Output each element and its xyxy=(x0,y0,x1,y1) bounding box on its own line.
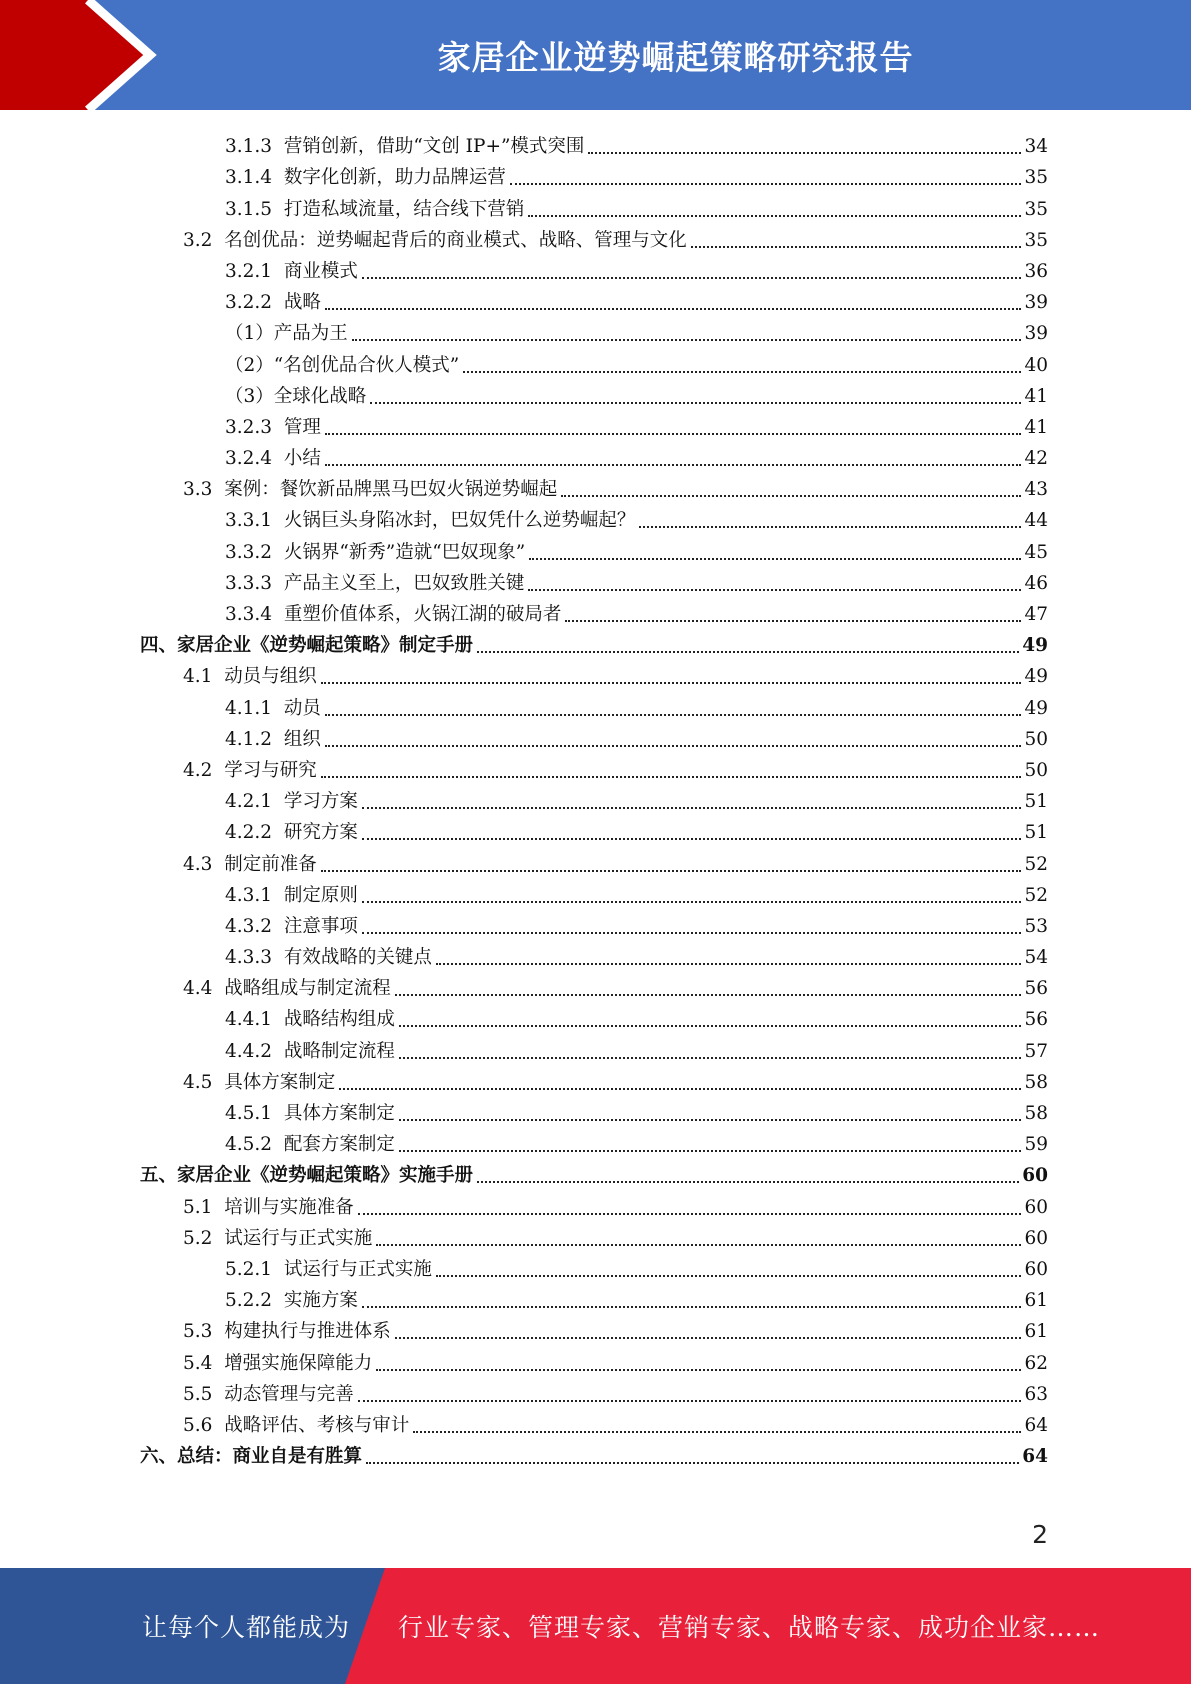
toc-entry-page: 61 xyxy=(1024,1321,1048,1343)
toc-entry-page: 44 xyxy=(1024,510,1048,532)
toc-entry-title: 总结：商业自是有胜算 xyxy=(177,1446,363,1468)
toc-entry-page: 45 xyxy=(1024,541,1048,563)
toc-dot-leader xyxy=(362,277,1022,279)
toc-entry-title: 有效战略的关键点 xyxy=(283,947,432,969)
toc-dot-leader xyxy=(362,1306,1022,1308)
toc-entry-title: 动员与组织 xyxy=(224,666,317,688)
toc-dot-leader xyxy=(358,1400,1022,1402)
toc-entry[interactable] xyxy=(140,627,1048,658)
toc-entry-number: 4.4.2 xyxy=(225,1040,273,1062)
toc-entry-number: 3.2.3 xyxy=(225,416,273,438)
toc-entry-page: 51 xyxy=(1024,791,1048,813)
toc-entry-title: 培训与实施准备 xyxy=(224,1196,354,1218)
toc-entry-separator xyxy=(272,1133,284,1157)
toc-entry-number: 5.5 xyxy=(183,1383,213,1405)
toc-entry-page: 51 xyxy=(1024,822,1048,844)
toc-dot-leader xyxy=(399,1057,1022,1059)
toc-dot-leader xyxy=(413,1431,1021,1433)
toc-entry-separator xyxy=(272,416,284,440)
toc-entry-separator xyxy=(212,1414,224,1438)
toc-entry-title: 名创优品：逆势崛起背后的商业模式、战略、管理与文化 xyxy=(224,229,687,251)
toc-entry-title: 案例：餐饮新品牌黑马巴奴火锅逆势崛起 xyxy=(224,479,558,501)
toc-entry-title: 增强实施保障能力 xyxy=(224,1352,373,1374)
toc-dot-leader xyxy=(528,589,1021,591)
toc-entry-number: 4.2.2 xyxy=(225,822,273,844)
toc-entry[interactable] xyxy=(140,1032,1048,1063)
toc-entry[interactable] xyxy=(140,596,1048,627)
toc-entry-page: 39 xyxy=(1024,292,1048,314)
toc-entry-title: 战略评估、考核与审计 xyxy=(224,1414,410,1436)
toc-entry-page: 53 xyxy=(1024,915,1048,937)
toc-entry[interactable] xyxy=(140,1407,1048,1438)
toc-entry-number: 4.3.3 xyxy=(225,947,273,969)
toc-dot-leader xyxy=(436,1275,1022,1277)
toc-entry-number: 5.3 xyxy=(183,1321,213,1343)
toc-dot-leader xyxy=(436,963,1022,965)
toc-entry-page: 39 xyxy=(1024,323,1048,345)
toc-entry-title: 动员 xyxy=(283,697,321,719)
toc-entry-separator xyxy=(272,728,284,752)
toc-entry[interactable] xyxy=(140,939,1048,970)
toc-dot-leader xyxy=(639,526,1021,528)
toc-dot-leader xyxy=(358,1213,1022,1215)
toc-dot-leader xyxy=(321,776,1022,778)
toc-entry[interactable] xyxy=(140,346,1048,377)
toc-entry-number: 4.4 xyxy=(183,978,213,1000)
toc-entry-number: 3.1.3 xyxy=(225,136,273,158)
table-of-contents xyxy=(140,128,1048,1469)
toc-entry-page: 52 xyxy=(1024,853,1048,875)
toc-entry-title: 营销创新，借助“文创 IP+”模式突围 xyxy=(283,136,585,158)
toc-entry-page: 50 xyxy=(1024,759,1048,781)
toc-entry[interactable] xyxy=(140,471,1048,502)
toc-entry-number: 4.5.2 xyxy=(225,1134,273,1156)
toc-entry-separator xyxy=(212,665,224,689)
toc-entry-number: 六、 xyxy=(140,1446,178,1468)
toc-entry-number: 5.4 xyxy=(183,1352,213,1374)
toc-entry[interactable] xyxy=(140,689,1048,720)
toc-entry-title: 产品主义至上，巴奴致胜关键 xyxy=(283,572,525,594)
toc-entry-separator xyxy=(272,697,284,721)
toc-entry-title: 研究方案 xyxy=(283,822,358,844)
toc-entry[interactable] xyxy=(140,1188,1048,1219)
toc-entry-number: 4.3 xyxy=(183,853,213,875)
toc-entry-title: 学习与研究 xyxy=(224,759,317,781)
toc-entry[interactable] xyxy=(140,1438,1048,1469)
toc-dot-leader xyxy=(477,1181,1019,1183)
toc-dot-leader xyxy=(529,558,1021,560)
toc-entry-page: 42 xyxy=(1024,448,1048,470)
toc-entry-title: 家居企业《逆势崛起策略》制定手册 xyxy=(177,635,474,657)
toc-entry-title: 数字化创新，助力品牌运营 xyxy=(283,167,506,189)
toc-entry[interactable] xyxy=(140,658,1048,689)
toc-entry-page: 43 xyxy=(1024,479,1048,501)
toc-dot-leader xyxy=(399,1025,1022,1027)
toc-entry[interactable] xyxy=(140,752,1048,783)
toc-entry-number: 4.3.2 xyxy=(225,915,273,937)
toc-entry-page: 63 xyxy=(1024,1383,1048,1405)
toc-dot-leader xyxy=(325,714,1022,716)
toc-entry-number: 四、 xyxy=(140,635,178,657)
toc-entry-title: 具体方案制定 xyxy=(224,1071,336,1093)
toc-entry-page: 49 xyxy=(1024,697,1048,719)
toc-entry[interactable] xyxy=(140,533,1048,564)
toc-dot-leader xyxy=(352,339,1022,341)
toc-entry-page: 56 xyxy=(1024,1009,1048,1031)
toc-entry-separator xyxy=(272,572,284,596)
toc-dot-leader xyxy=(463,371,1021,373)
toc-dot-leader xyxy=(321,682,1022,684)
toc-entry[interactable] xyxy=(140,284,1048,315)
toc-entry[interactable] xyxy=(140,1313,1048,1344)
toc-entry-number: 3.3.3 xyxy=(225,572,273,594)
toc-entry-title: 打造私域流量，结合线下营销 xyxy=(283,198,525,220)
toc-entry-page: 47 xyxy=(1024,604,1048,625)
toc-entry-number: 4.5.1 xyxy=(225,1103,273,1124)
toc-entry-title: 学习方案 xyxy=(283,791,358,813)
toc-entry-page: 49 xyxy=(1022,635,1048,657)
toc-entry-page: 40 xyxy=(1024,354,1048,376)
toc-entry-title: 试运行与正式实施 xyxy=(283,1258,432,1280)
toc-entry-number: 3.3.2 xyxy=(225,541,273,563)
toc-entry-separator xyxy=(272,1008,284,1032)
toc-entry[interactable] xyxy=(140,1126,1048,1157)
toc-entry-separator xyxy=(212,977,224,1001)
toc-entry-title: “名创优品合伙人模式” xyxy=(273,354,460,376)
toc-entry-page: 60 xyxy=(1024,1227,1048,1249)
toc-entry[interactable] xyxy=(140,845,1048,876)
toc-dot-leader xyxy=(362,932,1022,934)
toc-entry-title: 管理 xyxy=(283,416,321,438)
toc-entry[interactable] xyxy=(140,970,1048,1001)
toc-entry[interactable] xyxy=(140,315,1048,346)
toc-entry[interactable] xyxy=(140,1157,1048,1188)
toc-entry-number: 3.3 xyxy=(183,479,213,501)
toc-entry[interactable] xyxy=(140,190,1048,221)
toc-entry-number: 5.1 xyxy=(183,1196,213,1218)
toc-entry-page: 35 xyxy=(1024,198,1048,220)
toc-entry-title: 动态管理与完善 xyxy=(224,1383,354,1405)
toc-entry[interactable] xyxy=(140,1095,1048,1126)
toc-dot-leader xyxy=(325,308,1022,310)
toc-entry-page: 61 xyxy=(1024,1290,1048,1312)
toc-entry-title: 制定原则 xyxy=(283,884,358,906)
toc-entry-number: 3.2.2 xyxy=(225,292,273,314)
toc-entry-separator xyxy=(272,447,284,471)
toc-entry-page: 60 xyxy=(1022,1165,1048,1187)
toc-entry[interactable] xyxy=(140,222,1048,253)
toc-entry-page: 60 xyxy=(1024,1196,1048,1218)
toc-dot-leader xyxy=(376,1369,1021,1371)
toc-entry-page: 35 xyxy=(1024,229,1048,251)
toc-entry-page: 60 xyxy=(1024,1258,1048,1280)
toc-dot-leader xyxy=(362,901,1022,903)
toc-entry-number: 4.1.1 xyxy=(225,697,273,719)
toc-dot-leader xyxy=(339,1088,1021,1090)
toc-entry-separator xyxy=(272,915,284,939)
toc-dot-leader xyxy=(321,870,1022,872)
toc-entry-separator xyxy=(212,229,224,253)
toc-entry-page: 52 xyxy=(1024,884,1048,906)
toc-entry-separator xyxy=(212,1227,224,1251)
toc-entry-page: 34 xyxy=(1024,136,1048,158)
toc-dot-leader xyxy=(370,402,1021,404)
toc-entry[interactable] xyxy=(140,1064,1048,1095)
toc-dot-leader xyxy=(565,620,1021,622)
toc-entry[interactable] xyxy=(140,159,1048,190)
toc-entry-title: 商业模式 xyxy=(283,260,358,282)
toc-dot-leader xyxy=(528,215,1021,217)
toc-entry-number: 3.2.4 xyxy=(225,448,273,470)
toc-entry-title: 构建执行与推进体系 xyxy=(224,1321,391,1343)
toc-dot-leader xyxy=(477,651,1019,653)
toc-entry-separator xyxy=(212,1352,224,1376)
toc-entry-title: 重塑价值体系，火锅江湖的破局者 xyxy=(283,604,562,625)
toc-entry-separator xyxy=(272,1258,284,1282)
toc-entry-title: 组织 xyxy=(283,728,321,750)
toc-entry-separator xyxy=(212,1383,224,1407)
toc-entry-separator xyxy=(212,1196,224,1220)
toc-dot-leader xyxy=(376,1244,1021,1246)
toc-entry-number: （1） xyxy=(225,323,274,345)
toc-entry-page: 57 xyxy=(1024,1040,1048,1062)
toc-entry-title: 全球化战略 xyxy=(273,385,367,407)
toc-entry-separator xyxy=(272,541,284,565)
toc-entry[interactable] xyxy=(140,409,1048,440)
toc-dot-leader xyxy=(399,1119,1022,1121)
toc-entry-separator xyxy=(212,1071,224,1095)
toc-entry[interactable] xyxy=(140,1376,1048,1407)
toc-dot-leader xyxy=(395,1337,1022,1339)
toc-entry-page: 64 xyxy=(1022,1446,1048,1468)
toc-entry[interactable] xyxy=(140,908,1048,939)
toc-entry-number: 3.1.4 xyxy=(225,167,273,189)
toc-entry-separator xyxy=(272,1289,284,1313)
toc-entry[interactable] xyxy=(140,1220,1048,1251)
toc-entry-title: 试运行与正式实施 xyxy=(224,1227,373,1249)
page-number: 2 xyxy=(1032,1520,1048,1549)
toc-entry[interactable] xyxy=(140,877,1048,908)
toc-entry-separator xyxy=(212,1320,224,1344)
toc-dot-leader xyxy=(691,246,1022,248)
toc-entry-number: 5.6 xyxy=(183,1414,213,1436)
toc-entry[interactable] xyxy=(140,1282,1048,1313)
toc-entry-number: 3.2 xyxy=(183,229,213,251)
toc-entry[interactable] xyxy=(140,1251,1048,1282)
toc-entry-page: 59 xyxy=(1024,1134,1048,1156)
header-title: 家居企业逆势崛起策略研究报告 xyxy=(437,37,914,77)
toc-entry-page: 64 xyxy=(1024,1414,1048,1436)
toc-entry-page: 41 xyxy=(1024,416,1048,438)
toc-entry-title: 注意事项 xyxy=(283,915,358,937)
toc-entry-number: （3） xyxy=(225,385,274,407)
toc-entry-separator xyxy=(212,478,224,502)
toc-entry-number: 4.2 xyxy=(183,759,213,781)
toc-dot-leader xyxy=(510,183,1022,185)
toc-entry[interactable] xyxy=(140,565,1048,596)
toc-entry-separator xyxy=(212,759,224,783)
toc-dot-leader xyxy=(362,807,1022,809)
toc-entry-number: 3.3.1 xyxy=(225,510,273,532)
toc-entry-page: 56 xyxy=(1024,978,1048,1000)
toc-entry-separator xyxy=(272,260,284,284)
page-header xyxy=(0,0,1191,110)
toc-dot-leader xyxy=(325,433,1022,435)
toc-entry-number: 4.5 xyxy=(183,1071,213,1093)
toc-entry-number: 4.1.2 xyxy=(225,728,273,750)
footer-slogan-left: 让每个人都能成为 xyxy=(142,1613,351,1642)
toc-dot-leader xyxy=(366,1462,1019,1464)
toc-entry[interactable] xyxy=(140,783,1048,814)
toc-entry-number: 五、 xyxy=(140,1165,178,1187)
toc-entry-number: 4.4.1 xyxy=(225,1009,273,1031)
toc-dot-leader xyxy=(561,495,1021,497)
toc-entry-page: 46 xyxy=(1024,572,1048,594)
toc-entry[interactable] xyxy=(140,378,1048,409)
toc-entry[interactable] xyxy=(140,814,1048,845)
toc-entry-page: 41 xyxy=(1024,385,1048,407)
toc-entry-title: 火锅界“新秀”造就“巴奴现象” xyxy=(283,541,526,563)
toc-dot-leader xyxy=(325,464,1022,466)
toc-entry-page: 54 xyxy=(1024,947,1048,969)
toc-dot-leader xyxy=(588,152,1021,154)
toc-entry-title: 战略 xyxy=(283,292,321,314)
toc-entry-number: 3.3.4 xyxy=(225,604,273,625)
footer-slogan-right: 行业专家、管理专家、营销专家、战略专家、成功企业家…… xyxy=(398,1613,1101,1642)
toc-entry-number: 5.2 xyxy=(183,1227,213,1249)
toc-dot-leader xyxy=(325,745,1022,747)
toc-entry-separator xyxy=(272,509,284,533)
toc-entry-number: 5.2.2 xyxy=(225,1290,273,1312)
toc-entry-page: 58 xyxy=(1024,1103,1048,1124)
toc-entry[interactable] xyxy=(140,502,1048,533)
toc-entry-page: 50 xyxy=(1024,728,1048,750)
toc-entry-separator xyxy=(272,166,284,190)
toc-entry-separator xyxy=(272,198,284,222)
page-footer xyxy=(0,1568,1191,1684)
toc-dot-leader xyxy=(395,994,1022,996)
toc-dot-leader xyxy=(362,838,1022,840)
toc-entry-page: 49 xyxy=(1024,666,1048,688)
toc-entry-title: 战略结构组成 xyxy=(283,1009,395,1031)
toc-entry-page: 35 xyxy=(1024,167,1048,189)
toc-entry-separator xyxy=(272,1102,284,1126)
toc-entry-title: 实施方案 xyxy=(283,1290,358,1312)
toc-entry-number: （2） xyxy=(225,354,274,376)
toc-entry-title: 战略组成与制定流程 xyxy=(224,978,391,1000)
toc-entry-number: 3.1.5 xyxy=(225,198,273,220)
toc-entry-title: 火锅巨头身陷冰封，巴奴凭什么逆势崛起？ xyxy=(283,510,636,532)
toc-entry-number: 4.1 xyxy=(183,666,213,688)
toc-entry-separator xyxy=(272,946,284,970)
toc-entry-number: 4.2.1 xyxy=(225,791,273,813)
toc-entry-page: 58 xyxy=(1024,1071,1048,1093)
toc-entry-separator xyxy=(272,1040,284,1064)
toc-entry[interactable] xyxy=(140,1001,1048,1032)
toc-entry-title: 产品为王 xyxy=(273,323,348,345)
toc-entry-separator xyxy=(212,853,224,877)
toc-entry-page: 36 xyxy=(1024,260,1048,282)
toc-entry-separator xyxy=(272,603,284,627)
toc-entry[interactable] xyxy=(140,721,1048,752)
toc-entry-title: 具体方案制定 xyxy=(283,1103,395,1124)
toc-entry-title: 配套方案制定 xyxy=(283,1134,395,1156)
toc-entry-number: 3.2.1 xyxy=(225,260,273,282)
toc-entry[interactable] xyxy=(140,128,1048,159)
toc-entry[interactable] xyxy=(140,1344,1048,1375)
toc-entry-separator xyxy=(272,790,284,814)
toc-entry-page: 62 xyxy=(1024,1352,1048,1374)
toc-entry-title: 家居企业《逆势崛起策略》实施手册 xyxy=(177,1165,474,1187)
toc-entry-title: 制定前准备 xyxy=(224,853,317,875)
toc-entry-separator xyxy=(272,291,284,315)
toc-entry[interactable] xyxy=(140,440,1048,471)
toc-entry-separator xyxy=(272,135,284,159)
toc-entry[interactable] xyxy=(140,253,1048,284)
toc-entry-title: 小结 xyxy=(283,448,321,470)
toc-entry-number: 5.2.1 xyxy=(225,1258,273,1280)
toc-entry-separator xyxy=(272,821,284,845)
toc-entry-number: 4.3.1 xyxy=(225,884,273,906)
toc-dot-leader xyxy=(399,1150,1022,1152)
toc-entry-separator xyxy=(272,884,284,908)
toc-entry-title: 战略制定流程 xyxy=(283,1040,395,1062)
